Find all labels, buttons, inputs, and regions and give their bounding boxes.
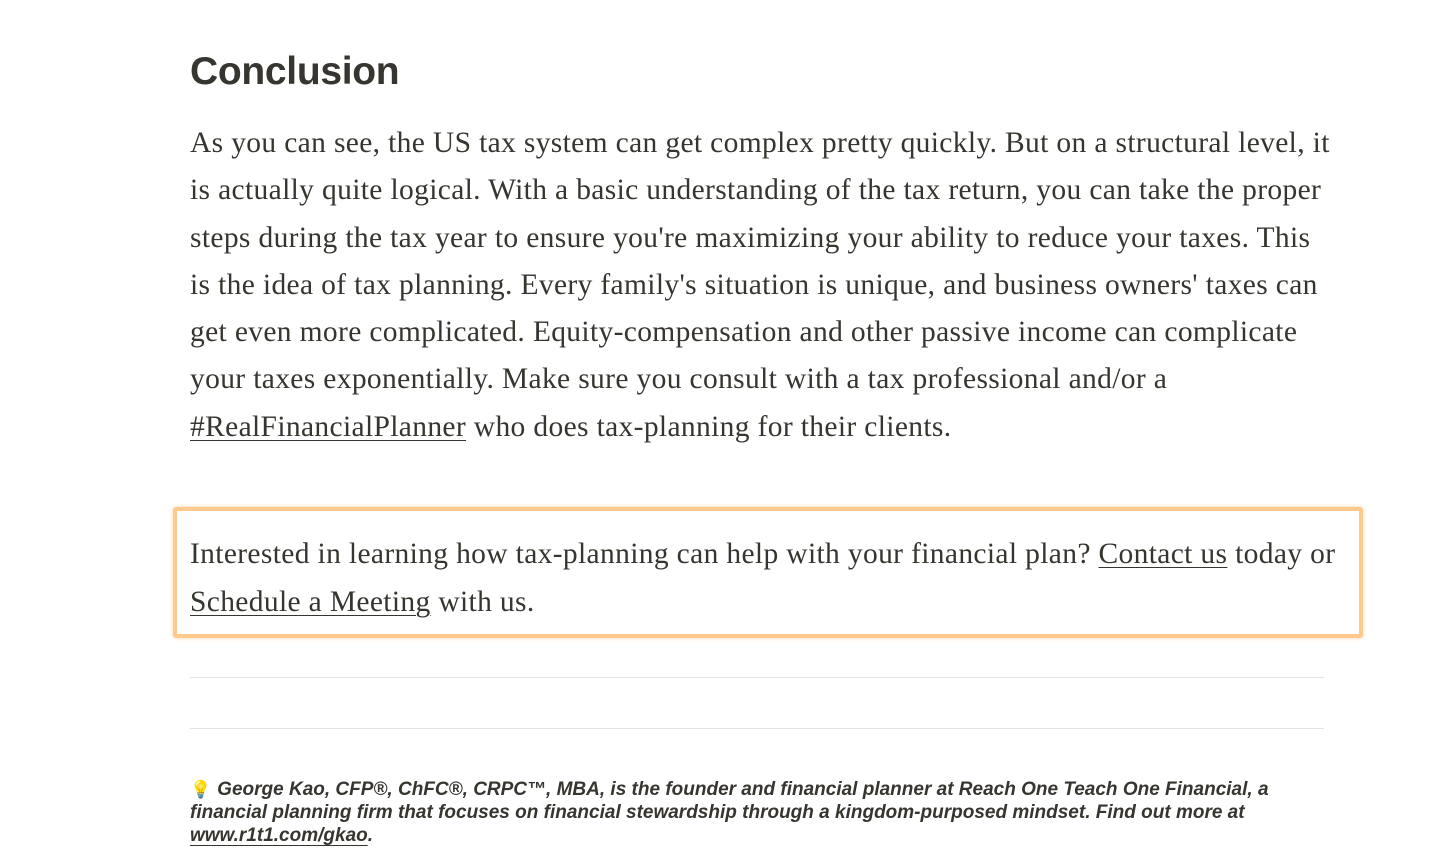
paragraph-text-end: who does tax-planning for their clients. [466, 410, 952, 443]
divider-line [190, 728, 1324, 729]
callout-text-mid: today or [1227, 538, 1336, 570]
author-website-link[interactable]: www.r1t1.com/gkao [190, 825, 368, 846]
callout-text-end: with us. [430, 585, 535, 618]
real-financial-planner-link[interactable]: #RealFinancialPlanner [190, 410, 467, 443]
callout-text-intro: Interested in learning how tax-planning can help with your financial plan? [190, 538, 1099, 570]
conclusion-paragraph [190, 120, 1330, 451]
paragraph-text: As you can see, the US tax system can get complex pretty quickly. But on a structural level, it is actually quite logical. With a basic understanding of the tax return, you can take the proper steps during the tax year to ensure you're maximizing your ability to reduce your taxes. This is the idea of tax planning. Every family's situation is unique, and business owners' taxes can get even more complicated. Equity-compensation and other passive income can complicate your taxes exponentially. Make sure you consult with a tax professional and/or a [190, 127, 1330, 396]
author-bio-end: . [367, 825, 374, 846]
divider-line [190, 677, 1324, 678]
author-bio-text: George Kao, CFP®, ChFC®, CRPC™, MBA, is the founder and financial planner at Reach One Teach One Financial, a financial planning firm that focuses on financial stewardship through a kingdom-purposed mindset. Find out more at [190, 779, 1269, 823]
contact-us-link[interactable]: Contact us [1098, 538, 1228, 570]
author-bio [190, 778, 1330, 847]
section-heading: Conclusion [190, 50, 400, 93]
article-content [190, 40, 1330, 451]
highlighted-callout [173, 507, 1363, 638]
lightbulb-icon: 💡 [190, 780, 212, 799]
schedule-meeting-link[interactable]: Schedule a Meeting [190, 585, 431, 618]
callout-text [190, 531, 1350, 626]
